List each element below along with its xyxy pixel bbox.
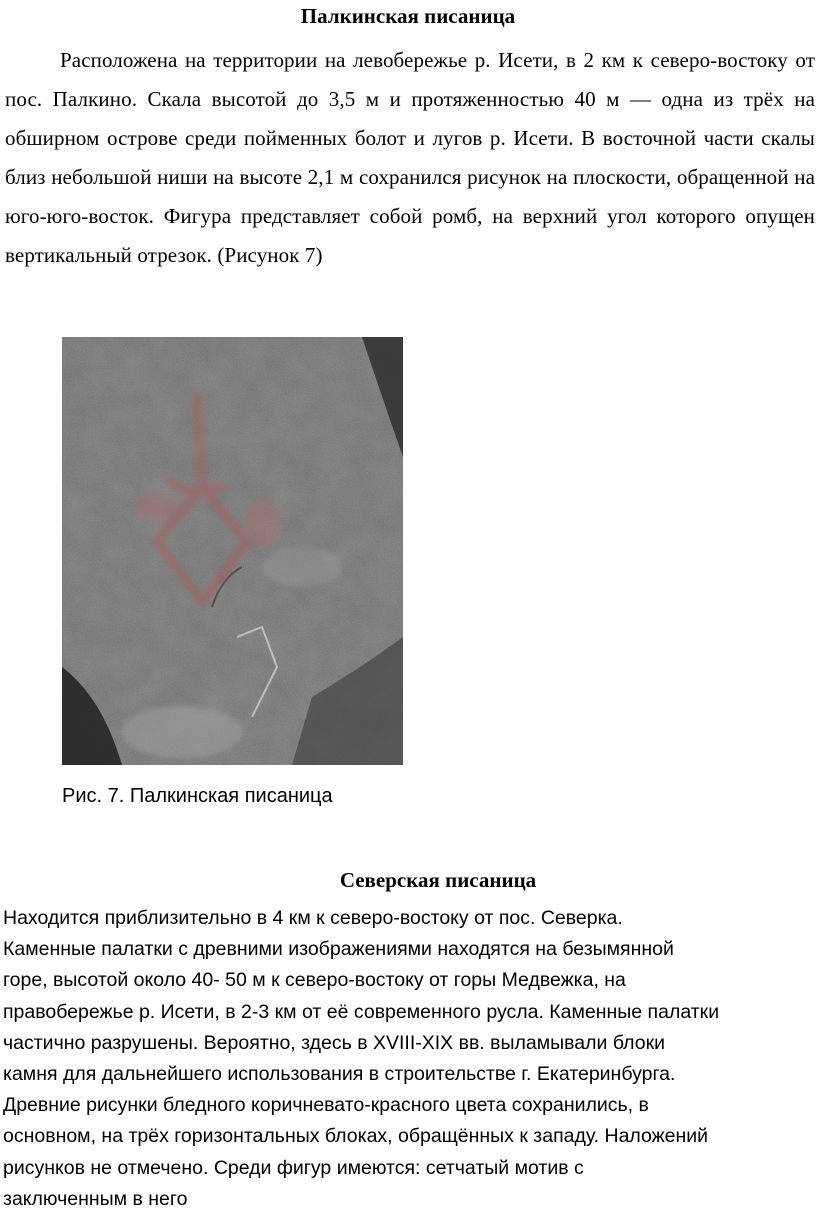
text-line: Каменные палатки с древними изображениями находятся на безымянной <box>3 938 674 961</box>
text-line: заключенным в него <box>3 1187 188 1210</box>
text-line: горе, высотой около 40- 50 м к северо-востоку от горы Медвежка, на <box>3 969 626 992</box>
figure-caption: Рис. 7. Палкинская писаница <box>62 785 333 807</box>
text-line: камня для дальнейшего использования в строительстве г. Екатеринбурга. <box>3 1063 676 1086</box>
paragraph-palkino: Расположена на территории на левобережье р. Исети, в 2 км к северо-востоку от пос. Палкино. Скала высотой до 3,5 м и протяженностью 40 м — одна из трёх на обширном острове среди пойменных болот и лугов р. Исети. В восточной части скалы близ небольшой ниши на высоте 2,1 м сохранился рисунок на плоскости, обращенной на юго-юго-восток. Фигура представляет собой ромб, на верхний угол которого опущен вертикальный отрезок. (Рисунок 7) <box>5 48 815 267</box>
paragraph-severka <box>3 903 815 1215</box>
section-title-palkino: Палкинская писаница <box>300 4 516 28</box>
text-line: Древние рисунки бледного коричневато-красного цвета сохранились, в <box>3 1094 649 1117</box>
rock-art-photo <box>62 337 403 765</box>
text-line: основном, на трёх горизонтальных блоках, обращённых к западу. Наложений <box>3 1125 709 1148</box>
text-line: частично разрушены. Вероятно, здесь в XVIII-XIX вв. выламывали блоки <box>3 1031 666 1054</box>
section-title-severka: Северская писаница <box>339 868 537 892</box>
text-line: рисунков не отмечено. Среди фигур имеются: сетчатый мотив с <box>3 1156 584 1179</box>
rock-photo-illustration <box>62 337 403 765</box>
text-line: Находится приблизительно в 4 км к северо-востоку от пос. Северка. <box>3 907 623 929</box>
text-line: правобережье р. Исети, в 2-3 км от её современного русла. Каменные палатки <box>3 1000 720 1023</box>
